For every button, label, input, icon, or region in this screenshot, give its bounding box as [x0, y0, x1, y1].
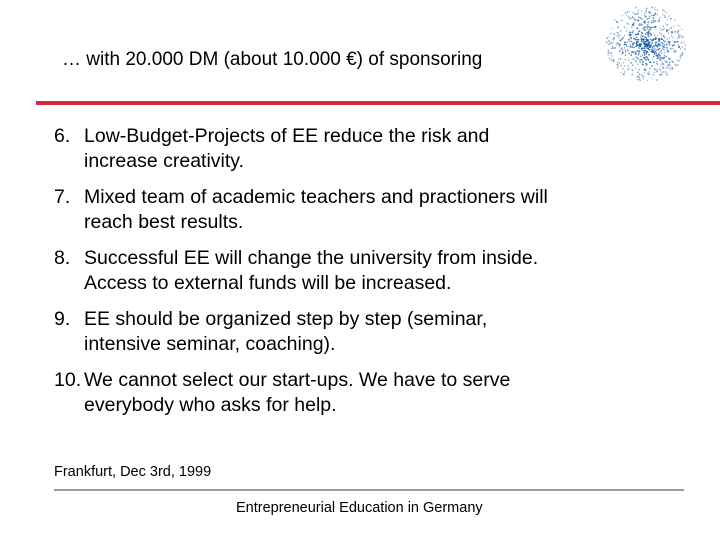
numbered-list — [54, 124, 684, 429]
list-item-number: 8. — [54, 247, 71, 269]
list-item-number: 6. — [54, 125, 71, 147]
list-item-number: 7. — [54, 186, 71, 208]
list-item-text: Access to external funds will be increased. — [84, 272, 452, 294]
list-item-text: increase creativity. — [84, 150, 245, 172]
list-item — [54, 185, 684, 235]
list-item-text: Successful EE will change the university from inside. — [84, 247, 539, 269]
list-item-text: We cannot select our start-ups. We have to serve — [84, 369, 511, 391]
list-item-text: reach best results. — [84, 211, 244, 233]
list-item-text: Mixed team of academic teachers and practioners will — [84, 186, 548, 208]
footer-caption: Entrepreneurial Education in Germany — [236, 500, 483, 516]
list-item-text: Low-Budget-Projects of EE reduce the risk and — [84, 125, 490, 147]
list-item — [54, 368, 684, 418]
footer-date: Frankfurt, Dec 3rd, 1999 — [54, 464, 212, 480]
list-item-text: EE should be organized step by step (seminar, — [84, 308, 488, 330]
list-item-text: intensive seminar, coaching). — [84, 333, 336, 355]
header-divider — [36, 101, 720, 105]
list-item — [54, 124, 684, 174]
list-item — [54, 246, 684, 296]
list-item-number: 10. — [54, 369, 82, 391]
scatter-dot-logo-icon — [604, 2, 688, 86]
slide-title: … with 20.000 DM (about 10.000 €) of sponsoring — [62, 49, 483, 70]
list-item — [54, 307, 684, 357]
list-item-text: everybody who asks for help. — [84, 394, 337, 416]
footer-divider — [54, 489, 684, 491]
list-item-number: 9. — [54, 308, 71, 330]
